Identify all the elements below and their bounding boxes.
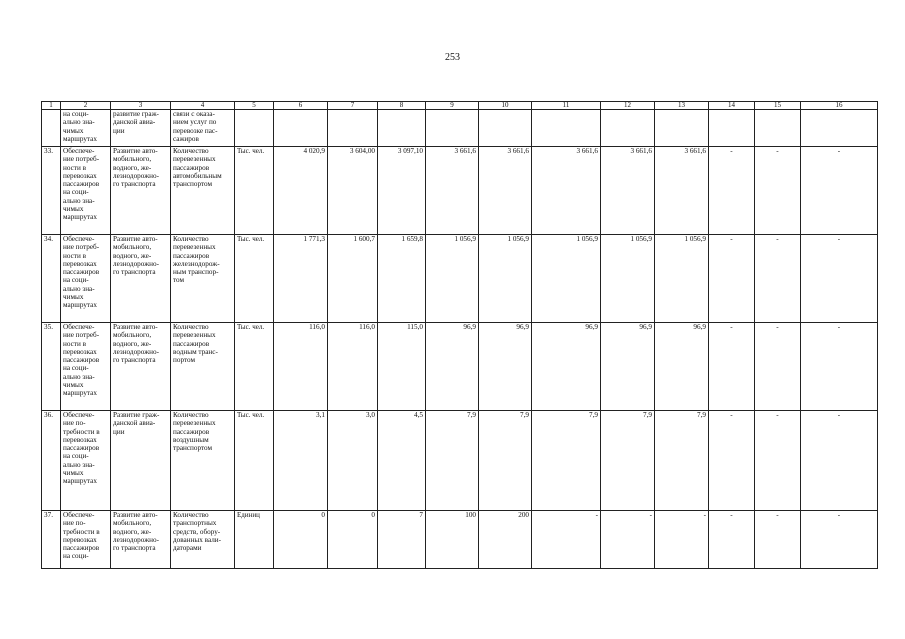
- row-number-cell: 35.: [42, 323, 61, 411]
- value-cell: -: [755, 235, 801, 323]
- value-cell: [426, 110, 479, 147]
- indicator-cell: Количество перевезенных пассажиров водным транс- портом: [171, 323, 235, 411]
- value-cell: 3 661,6: [655, 147, 709, 235]
- indicator-cell: Количество перевезенных пассажиров железнодорож- ным транспор- том: [171, 235, 235, 323]
- value-cell: 1 056,9: [479, 235, 532, 323]
- value-cell: -: [801, 411, 878, 511]
- value-cell: 3 661,6: [532, 147, 601, 235]
- value-cell: -: [755, 147, 801, 235]
- unit-cell: Единиц: [235, 511, 274, 569]
- value-cell: [274, 110, 328, 147]
- value-cell: -: [709, 147, 755, 235]
- column-number-cell: 9: [426, 102, 479, 110]
- column-number-cell: 2: [61, 102, 111, 110]
- row-number-cell: 37.: [42, 511, 61, 569]
- table-row: [42, 323, 878, 411]
- value-cell: 96,9: [532, 323, 601, 411]
- value-cell: 7,9: [532, 411, 601, 511]
- value-cell: 4,5: [378, 411, 426, 511]
- unit-cell: Тыс. чел.: [235, 411, 274, 511]
- value-cell: 100: [426, 511, 479, 569]
- value-cell: 1 659,8: [378, 235, 426, 323]
- value-cell: -: [755, 411, 801, 511]
- value-cell: -: [801, 323, 878, 411]
- goal-cell: Обеспече- ние по- требности в перевозках пассажиров на соци-: [61, 511, 111, 569]
- column-number-cell: 10: [479, 102, 532, 110]
- direction-cell: развитие граж- данской авиа- ции: [111, 110, 171, 147]
- value-cell: 3 604,00: [328, 147, 378, 235]
- goal-cell: Обеспече- ние потреб- ности в перевозках пассажиров на соци- ально зна- чимых маршрутах: [61, 147, 111, 235]
- value-cell: 3,1: [274, 411, 328, 511]
- value-cell: -: [709, 323, 755, 411]
- direction-cell: Развитие граж- данской авиа- ции: [111, 411, 171, 511]
- value-cell: 1 056,9: [426, 235, 479, 323]
- column-number-cell: 16: [801, 102, 878, 110]
- value-cell: 116,0: [328, 323, 378, 411]
- value-cell: 96,9: [655, 323, 709, 411]
- value-cell: 96,9: [479, 323, 532, 411]
- value-cell: [328, 110, 378, 147]
- value-cell: 7,9: [426, 411, 479, 511]
- value-cell: -: [601, 511, 655, 569]
- indicators-table: [41, 101, 878, 569]
- value-cell: 116,0: [274, 323, 328, 411]
- value-cell: 1 056,9: [532, 235, 601, 323]
- unit-cell: Тыс. чел.: [235, 323, 274, 411]
- value-cell: [655, 110, 709, 147]
- table-row: [42, 147, 878, 235]
- value-cell: -: [655, 511, 709, 569]
- value-cell: -: [755, 323, 801, 411]
- value-cell: -: [709, 511, 755, 569]
- value-cell: -: [709, 411, 755, 511]
- value-cell: 1 056,9: [655, 235, 709, 323]
- column-number-cell: 1: [42, 102, 61, 110]
- table-row: [42, 411, 878, 511]
- table-row: [42, 511, 878, 569]
- goal-cell: на соци- ально зна- чимых маршрутах: [61, 110, 111, 147]
- unit-cell: Тыс. чел.: [235, 235, 274, 323]
- value-cell: 115,0: [378, 323, 426, 411]
- value-cell: [601, 110, 655, 147]
- value-cell: [532, 110, 601, 147]
- direction-cell: Развитие авто- мобильного, водного, же- лезнодорожно- го транспорта: [111, 323, 171, 411]
- value-cell: 0: [274, 511, 328, 569]
- column-number-cell: 13: [655, 102, 709, 110]
- row-number-cell: 36.: [42, 411, 61, 511]
- row-number-cell: 34.: [42, 235, 61, 323]
- value-cell: 3,0: [328, 411, 378, 511]
- value-cell: 7: [378, 511, 426, 569]
- value-cell: 1 056,9: [601, 235, 655, 323]
- row-number-cell: [42, 110, 61, 147]
- table-row: [42, 235, 878, 323]
- value-cell: -: [801, 235, 878, 323]
- column-number-cell: 4: [171, 102, 235, 110]
- value-cell: 7,9: [655, 411, 709, 511]
- indicator-cell: Количество перевезенных пассажиров автомобильным транспортом: [171, 147, 235, 235]
- value-cell: 4 020,9: [274, 147, 328, 235]
- value-cell: 3 097,10: [378, 147, 426, 235]
- column-number-cell: 6: [274, 102, 328, 110]
- column-number-cell: 5: [235, 102, 274, 110]
- value-cell: -: [755, 511, 801, 569]
- goal-cell: Обеспече- ние по- требности в перевозках пассажиров на соци- ально зна- чимых маршрутах: [61, 411, 111, 511]
- value-cell: 3 661,6: [426, 147, 479, 235]
- value-cell: 200: [479, 511, 532, 569]
- column-number-cell: 12: [601, 102, 655, 110]
- direction-cell: Развитие авто- мобильного, водного, же- лезнодорожно- го транспорта: [111, 511, 171, 569]
- column-number-cell: 15: [755, 102, 801, 110]
- value-cell: [755, 110, 801, 147]
- value-cell: 3 661,6: [601, 147, 655, 235]
- value-cell: 3 661,6: [479, 147, 532, 235]
- value-cell: 7,9: [479, 411, 532, 511]
- table-header-row: [42, 102, 878, 110]
- value-cell: 0: [328, 511, 378, 569]
- column-number-cell: 3: [111, 102, 171, 110]
- value-cell: [801, 110, 878, 147]
- column-number-cell: 14: [709, 102, 755, 110]
- value-cell: -: [801, 147, 878, 235]
- value-cell: [709, 110, 755, 147]
- indicator-cell: Количество перевезенных пассажиров воздушным транспортом: [171, 411, 235, 511]
- value-cell: 1 771,3: [274, 235, 328, 323]
- goal-cell: Обеспече- ние потреб- ности в перевозках пассажиров на соци- ально зна- чимых маршрутах: [61, 323, 111, 411]
- direction-cell: Развитие авто- мобильного, водного, же- лезнодорожно- го транспорта: [111, 235, 171, 323]
- row-number-cell: 33.: [42, 147, 61, 235]
- indicator-cell: связи с оказа- нием услуг по перевозке пас- сажиров: [171, 110, 235, 147]
- table-row: [42, 110, 878, 147]
- value-cell: -: [801, 511, 878, 569]
- value-cell: 7,9: [601, 411, 655, 511]
- value-cell: -: [532, 511, 601, 569]
- value-cell: 1 600,7: [328, 235, 378, 323]
- value-cell: [479, 110, 532, 147]
- value-cell: 96,9: [601, 323, 655, 411]
- column-number-cell: 8: [378, 102, 426, 110]
- goal-cell: Обеспече- ние потреб- ности в перевозках пассажиров на соци- ально зна- чимых маршрутах: [61, 235, 111, 323]
- direction-cell: Развитие авто- мобильного, водного, же- лезнодорожно- го транспорта: [111, 147, 171, 235]
- unit-cell: Тыс. чел.: [235, 147, 274, 235]
- column-number-cell: 7: [328, 102, 378, 110]
- value-cell: 96,9: [426, 323, 479, 411]
- indicator-cell: Количество транспортных средств, обору- дованных вали- даторами: [171, 511, 235, 569]
- value-cell: [378, 110, 426, 147]
- value-cell: -: [709, 235, 755, 323]
- column-number-cell: 11: [532, 102, 601, 110]
- page-number: 253: [445, 52, 460, 63]
- unit-cell: [235, 110, 274, 147]
